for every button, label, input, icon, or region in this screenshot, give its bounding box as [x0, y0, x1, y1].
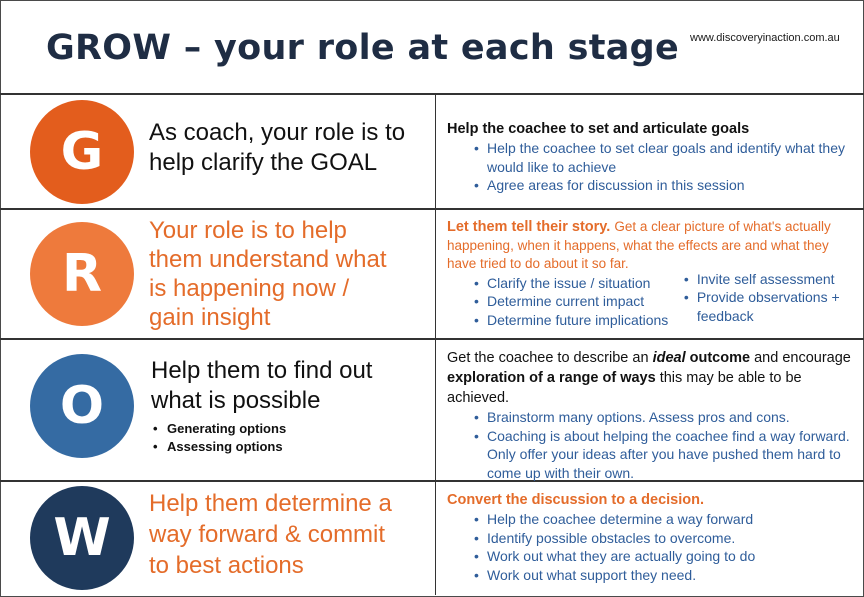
r-circle-badge: R	[30, 222, 134, 326]
o-role-line1: Help them to find out	[151, 357, 373, 384]
w-bullet-3: • Work out what they are actually going to do	[487, 547, 857, 566]
o-bullet-list	[447, 408, 857, 482]
g-bullet-1: • Help the coachee to set clear goals and identify what they would like to achieve	[487, 139, 857, 176]
g-circle-badge: G	[30, 100, 134, 204]
o-role-line2: what is possible	[151, 387, 321, 414]
w-role-text	[149, 488, 392, 581]
o-bullet-2: • Coaching is about helping the coachee find a way forward. Only offer your ideas after you have pushed them hard to come up with their own.	[487, 427, 857, 483]
r-role-text	[149, 216, 386, 332]
header	[0, 0, 864, 93]
w-role-line3: to best actions	[149, 552, 304, 579]
o-text-explore: exploration of a range of ways	[447, 370, 656, 386]
w-bullet-list	[447, 510, 857, 584]
g-role-text	[149, 118, 405, 178]
r-bullet-3: • Determine future implications	[487, 311, 685, 330]
w-details	[447, 491, 857, 584]
r-role-line4: gain insight	[149, 304, 271, 331]
g-bullet-2: • Agree areas for discussion in this session	[487, 176, 857, 195]
o-text-outcome: outcome	[689, 350, 751, 366]
r-bullet-5: • Provide observations + feedback	[697, 288, 857, 325]
r-bullet-list-1	[447, 274, 685, 330]
o-text-c: this may be able to be achieved.	[447, 370, 802, 406]
r-role-line2: them understand what	[149, 246, 387, 273]
w-heading: Convert the discussion to a decision.	[447, 492, 705, 508]
website-url: www.discoveryinaction.com.au	[690, 32, 840, 44]
o-text-a: Get the coachee to describe an	[447, 350, 649, 366]
r-details	[447, 218, 857, 329]
page-title: GROW – your role at each stage	[46, 28, 680, 68]
column-divider	[435, 95, 436, 595]
r-bullet-4: • Invite self assessment	[697, 270, 857, 289]
w-role-line1: Help them determine a	[149, 490, 392, 517]
r-role-line1: Your role is to help	[149, 217, 347, 244]
r-heading: Let them tell their story.	[447, 219, 611, 235]
g-role-line1: As coach, your role is to	[149, 119, 406, 146]
o-intro	[447, 348, 857, 408]
o-text-b: and encourage	[754, 350, 851, 366]
r-bullet-columns	[447, 270, 857, 330]
g-role-line2: help clarify the GOAL	[149, 149, 378, 176]
w-role-line2: way forward & commit	[149, 521, 386, 548]
o-role-text	[151, 356, 372, 456]
r-role-line3: is happening now /	[149, 275, 350, 302]
w-bullet-2: • Identify possible obstacles to overcome.	[487, 529, 857, 548]
g-details	[447, 120, 857, 195]
o-sub-bullet-2: • Assessing options	[167, 438, 372, 456]
o-sub-bullet-1: • Generating options	[167, 420, 372, 438]
r-intro	[447, 218, 857, 274]
w-circle-badge: W	[30, 486, 134, 590]
r-bullet-1: • Clarify the issue / situation	[487, 274, 685, 293]
o-text-ideal: ideal	[652, 350, 686, 366]
row-divider-g	[0, 208, 864, 210]
g-bullet-list	[447, 139, 857, 195]
w-bullet-1: • Help the coachee determine a way forward	[487, 510, 857, 529]
o-bullet-1: • Brainstorm many options. Assess pros and cons.	[487, 408, 857, 427]
r-bullet-2: • Determine current impact	[487, 292, 685, 311]
r-bullet-list-2	[685, 270, 857, 330]
r-heading-rest: Get a clear picture of what's actually happening, when it happens, what the effects are and what they have tried to do about it so far.	[447, 219, 831, 271]
o-circle-badge: O	[30, 354, 134, 458]
g-heading: Help the coachee to set and articulate goals	[447, 121, 750, 137]
o-details	[447, 348, 857, 482]
header-divider	[0, 93, 864, 95]
o-sub-bullet-list	[151, 420, 372, 456]
w-bullet-4: • Work out what support they need.	[487, 566, 857, 585]
row-divider-r	[0, 338, 864, 340]
